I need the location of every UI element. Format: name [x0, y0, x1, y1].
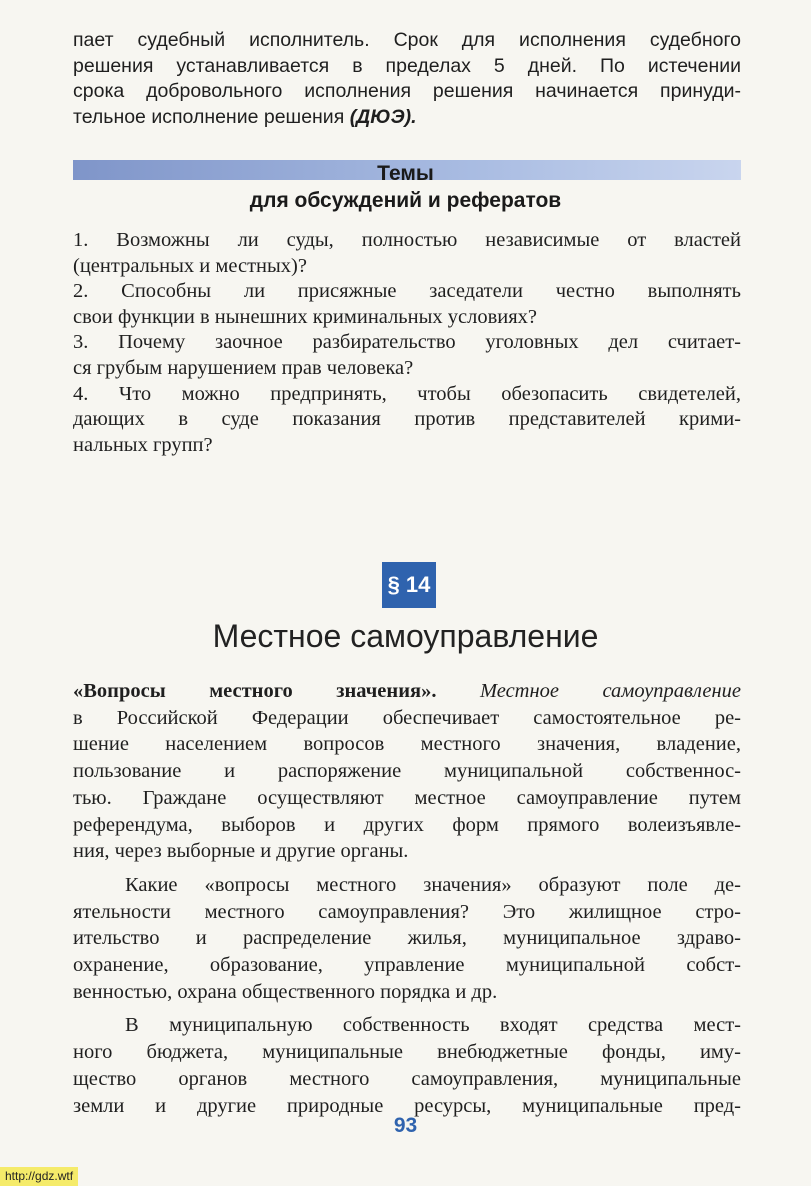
question-line: свои функции в нынешних криминальных условиях? — [73, 305, 538, 328]
body-line: в Российской Федерации обеспечивает самостоятельное ре- — [73, 706, 741, 729]
watermark-link[interactable]: http://gdz.wtf — [0, 1167, 78, 1186]
body-line: референдума, выборов и других форм прямого волеизъявле- — [73, 813, 741, 836]
intro-line: срока добровольного исполнения решения начинается принуди- — [73, 80, 741, 102]
intro-paragraph — [73, 28, 741, 130]
topics-list — [73, 228, 741, 458]
body-line: ительство и распределение жилья, муниципальное здраво- — [73, 927, 741, 950]
body-line: венностью, охрана общественного порядка и др. — [73, 980, 498, 1003]
page-number: 93 — [393, 1114, 418, 1137]
intro-line: пает судебный исполнитель. Срок для исполнения судебного — [73, 29, 741, 51]
body-line: В муниципальную собственность входят средства мест- — [125, 1014, 741, 1037]
body-line: земли и другие природные ресурсы, муниципальные пред- — [73, 1094, 741, 1117]
body-line — [73, 678, 741, 705]
question-line: дающих в суде показания против представителей крими- — [73, 408, 741, 431]
question-line: нальных групп? — [73, 433, 213, 456]
body-line: щество органов местного самоуправления, муниципальные — [73, 1067, 741, 1090]
paragraph-badge: § 14 — [382, 562, 436, 608]
body-line: тью. Граждане осуществляют местное самоуправление путем — [73, 786, 741, 809]
abbreviation: (ДЮЭ). — [349, 105, 417, 128]
section-body — [73, 678, 741, 1119]
body-line: шение населением вопросов местного значения, владение, — [73, 733, 741, 756]
question-line: 1. Возможны ли суды, полностью независимые от властей — [73, 229, 741, 251]
body-line: пользование и распоряжение муниципальной собственнос- — [73, 760, 741, 783]
question-line: 3. Почему заочное разбирательство уголовных дел считает- — [73, 331, 741, 354]
subheading: «Вопросы местного значения». — [73, 680, 437, 702]
question-line: ся грубым нарушением прав человека? — [73, 356, 414, 379]
body-line: Какие «вопросы местного значения» образуют поле де- — [125, 873, 741, 896]
term: Местное самоуправление — [479, 680, 742, 702]
body-line: ния, через выборные и другие органы. — [73, 840, 409, 863]
question-line: (центральных и местных)? — [73, 254, 307, 277]
body-line: охранение, образование, управление муниципальной собст- — [73, 954, 741, 977]
question-line: 4. Что можно предпринять, чтобы обезопасить свидетелей, — [73, 382, 741, 405]
intro-line: тельное исполнение решения (ДЮЭ). — [73, 105, 417, 128]
intro-line: решения устанавливается в пределах 5 дней. По истечении — [73, 54, 741, 77]
body-line: ного бюджета, муниципальные внебюджетные фонды, иму- — [73, 1041, 741, 1064]
topics-heading: Темы для обсуждений и рефератов — [249, 162, 562, 212]
section-title: Местное самоуправление — [212, 618, 599, 654]
question-line: 2. Способны ли присяжные заседатели честно выполнять — [73, 280, 741, 303]
body-line: ятельности местного самоуправления? Это жилищное стро- — [73, 900, 741, 923]
